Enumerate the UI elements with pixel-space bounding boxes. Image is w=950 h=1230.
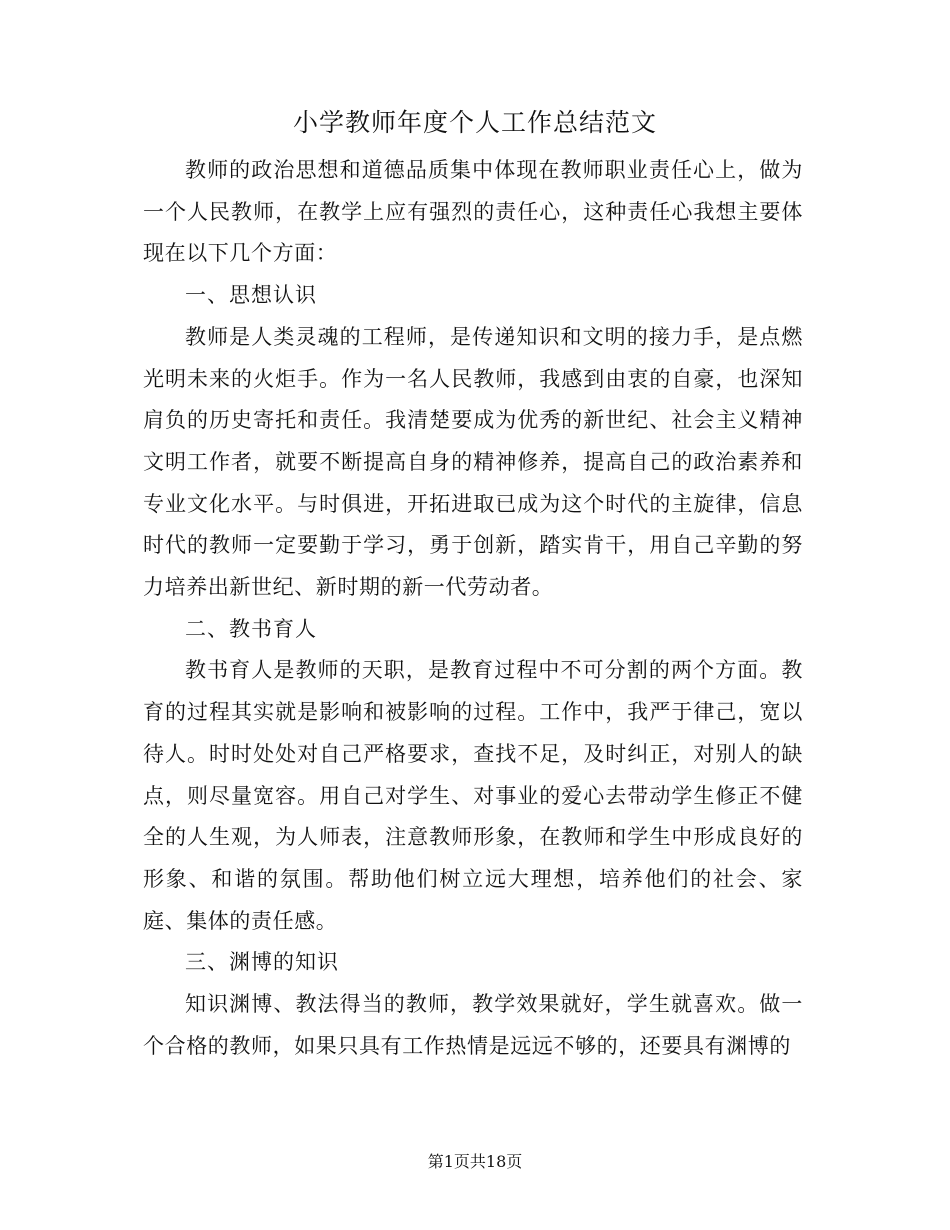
section-paragraph-teaching: 教书育人是教师的天职，是教育过程中不可分割的两个方面。教育的过程其实就是影响和被影响的过程。工作中，我严于律己，宽以待人。时时处处对自己严格要求，查找不足，及时纠正，对别人的缺点，则尽量宽容。用自己对学生、对事业的爱心去带动学生修正不健全的人生观，为人师表，注意教师形象，在教师和学生中形成良好的形象、和谐的氛围。帮助他们树立远大理想，培养他们的社会、家庭、集体的责任感。	[143, 658, 803, 933]
document-title: 小学教师年度个人工作总结范文	[292, 108, 657, 137]
section-paragraph-knowledge: 知识渊博、教法得当的教师，教学效果就好，学生就喜欢。做一个合格的教师，如果只具有工作热情是远远不够的，还要具有渊博的	[143, 992, 803, 1058]
page-number-footer: 第1页共18页	[427, 1152, 523, 1171]
section-heading-teaching: 二、教书育人	[185, 616, 317, 641]
document-body	[143, 150, 803, 1067]
section-paragraph-ideology: 教师是人类灵魂的工程师，是传递知识和文明的接力手，是点燃光明未来的火炬手。作为一名人民教师，我感到由衷的自豪，也深知肩负的历史寄托和责任。我清楚要成为优秀的新世纪、社会主义精神文明工作者，就要不断提高自身的精神修养，提高自己的政治素养和专业文化水平。与时俱进，开拓进取已成为这个时代的主旋律，信息时代的教师一定要勤于学习，勇于创新，踏实肯干，用自己辛勤的努力培养出新世纪、新时期的新一代劳动者。	[143, 324, 803, 600]
section-heading-ideology: 一、思想认识	[185, 283, 317, 308]
intro-paragraph: 教师的政治思想和道德品质集中体现在教师职业责任心上，做为一个人民教师，在教学上应有强烈的责任心，这种责任心我想主要体现在以下几个方面：	[143, 158, 803, 266]
section-heading-knowledge: 三、渊博的知识	[185, 950, 339, 975]
